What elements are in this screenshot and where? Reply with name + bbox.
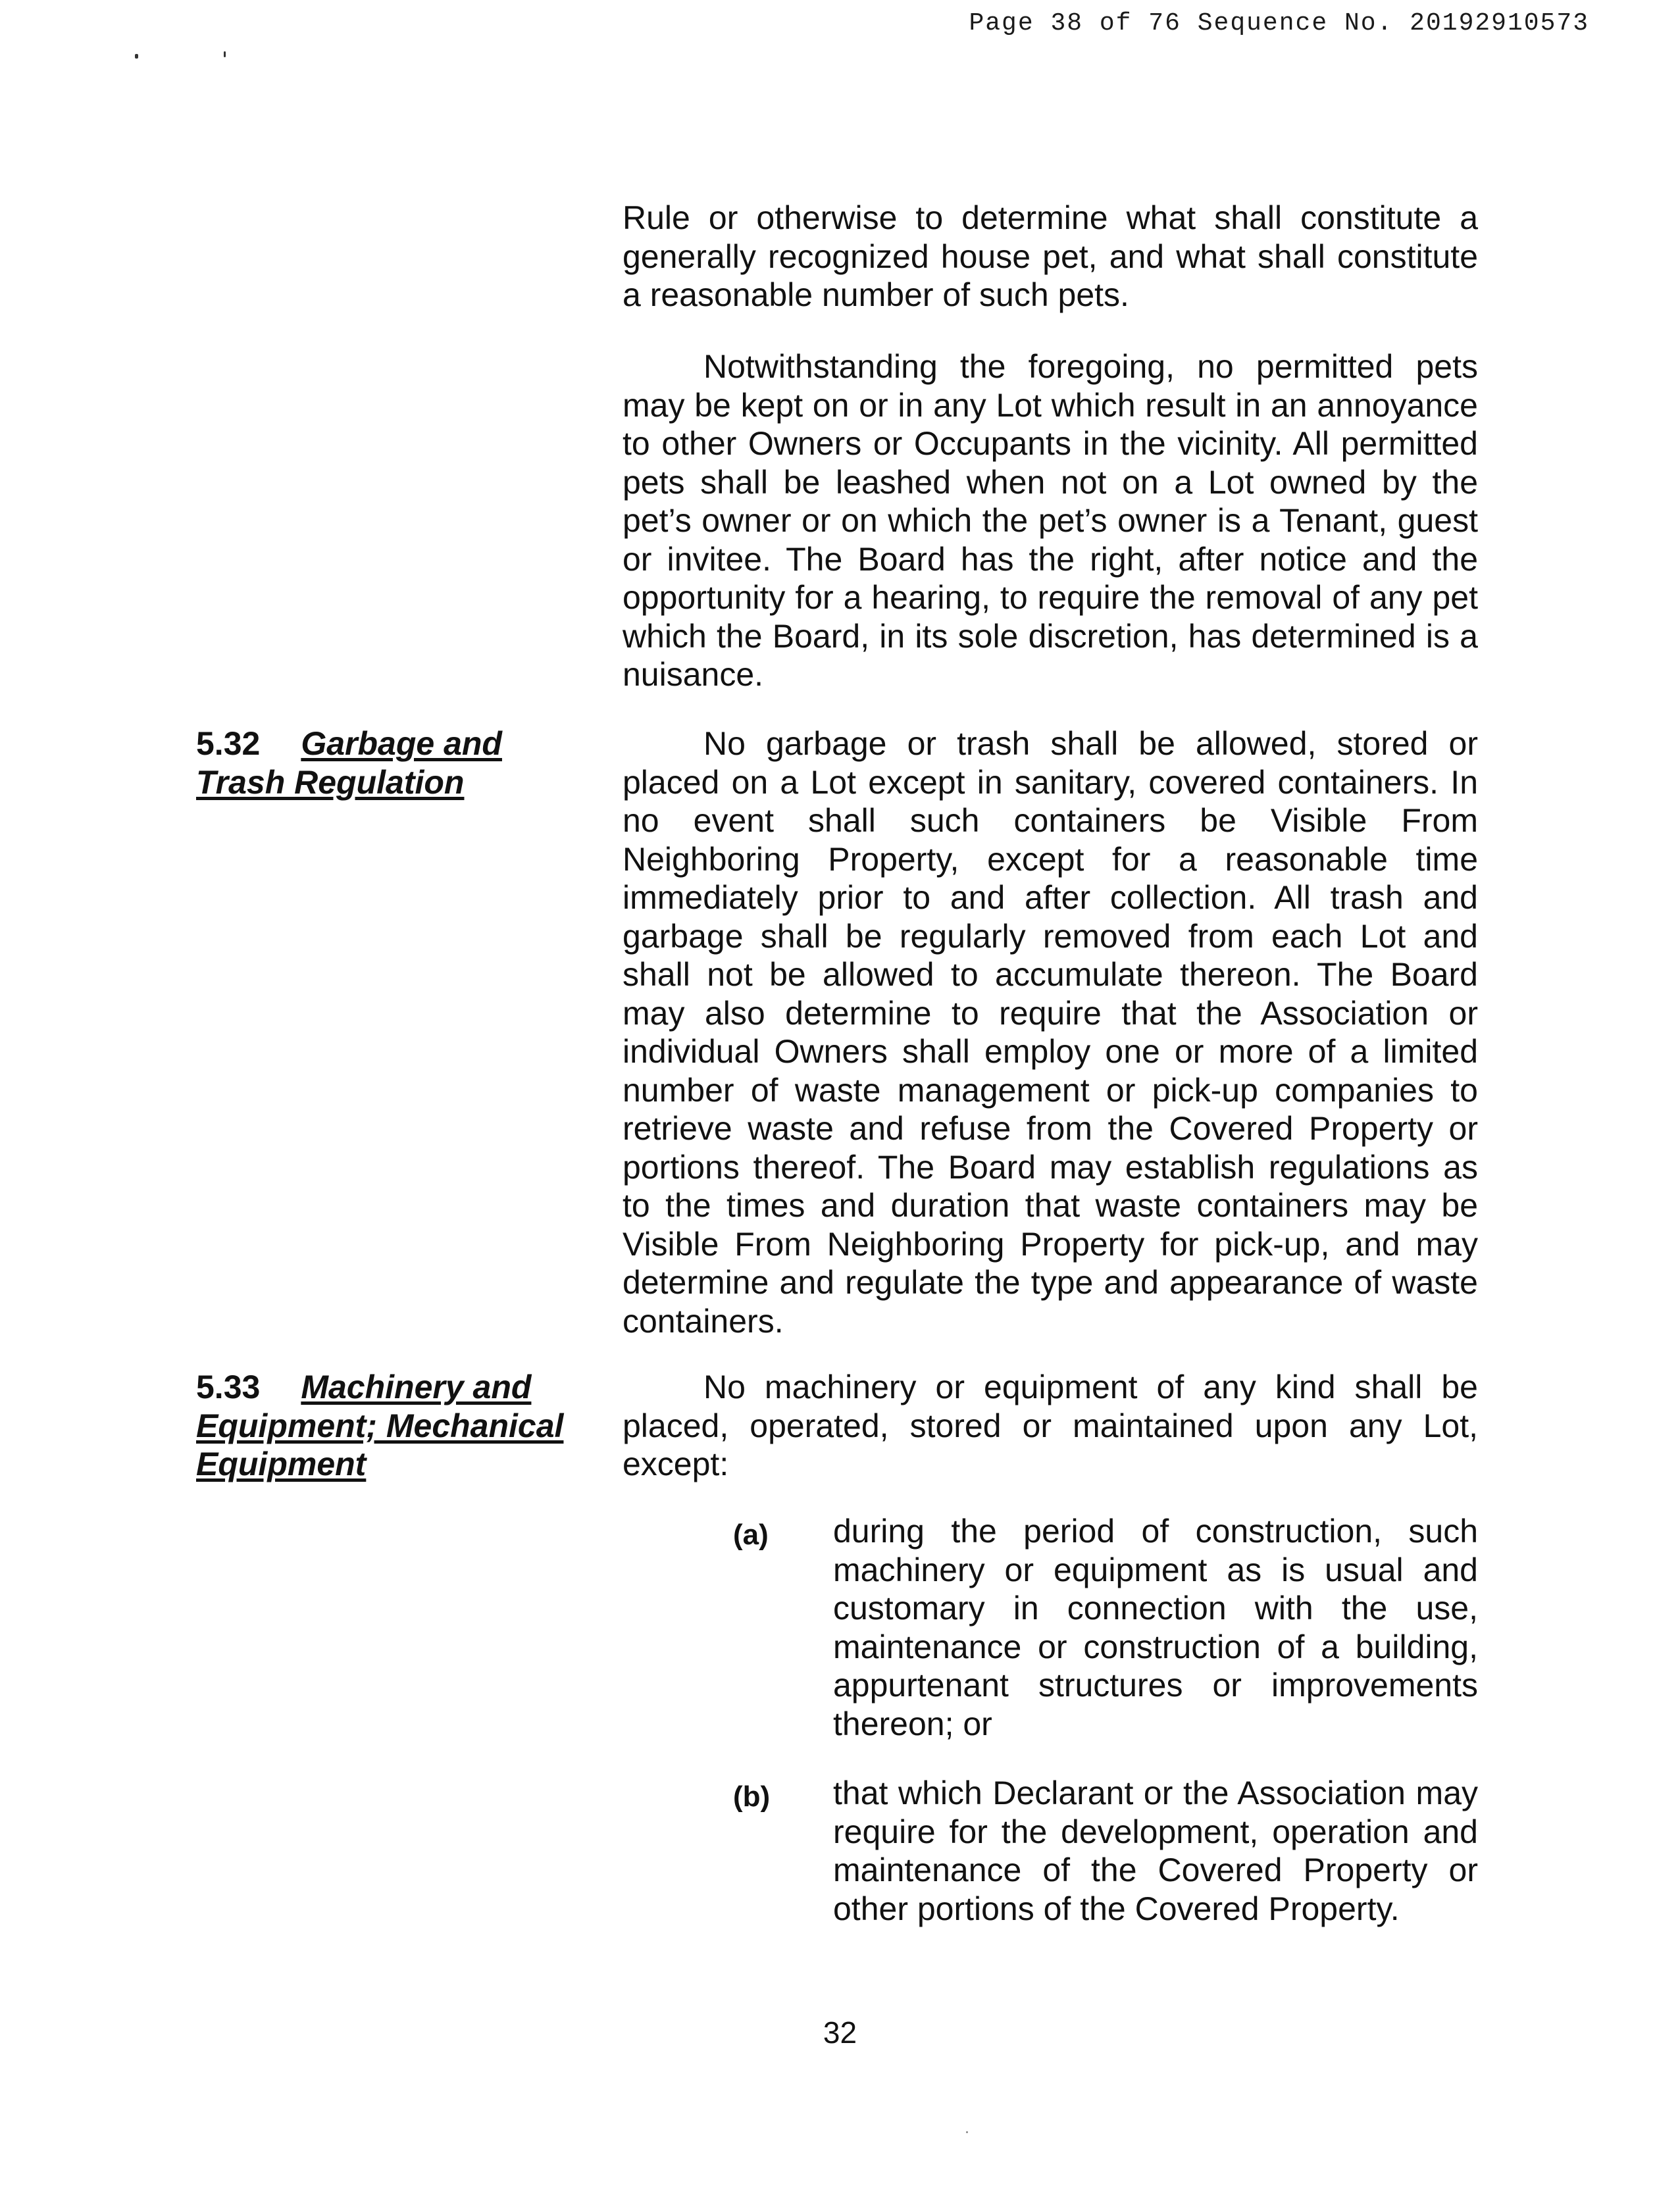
section-5-33-number: 5.33: [196, 1369, 261, 1405]
scan-artifact: [966, 2131, 968, 2133]
section-5-33-title-line2: Equipment; Mechanical: [196, 1407, 564, 1444]
section-5-32-heading: [196, 724, 591, 801]
section-5-32-heading-line2: [196, 763, 591, 802]
section-5-32-heading-line1: [196, 724, 591, 763]
continuation-paragraph: [623, 199, 1478, 315]
section-5-33-heading-line3: [196, 1445, 591, 1484]
section-5-33-heading: [196, 1368, 591, 1484]
section-5-32-title-line1: Garbage and: [301, 725, 502, 762]
list-item-b: [733, 1774, 1478, 1928]
list-item-label: (a): [733, 1519, 769, 1551]
section-5-32-title-line2: Trash Regulation: [196, 763, 465, 801]
section-5-33-heading-line1: [196, 1368, 591, 1407]
section-5-32-number: 5.32: [196, 725, 261, 762]
list-item-text: that which Declarant or the Association may require for the development, operation and maintenance of the Covered Property or other portions of the Covered Property.: [833, 1775, 1478, 1927]
list-item-a: [733, 1512, 1478, 1743]
page-number: 32: [823, 2015, 857, 2050]
section-5-33-heading-line2: [196, 1407, 591, 1446]
continuation-text: Rule or otherwise to determine what shall constitute a generally recognized house pet, and what shall constitute a reasonable number of such pets.: [623, 199, 1478, 313]
section-5-33-text: No machinery or equipment of any kind shall be placed, operated, stored or maintained upon any Lot, except:: [623, 1369, 1478, 1482]
list-item-text: during the period of construction, such machinery or equipment as is usual and customary in connection with the use, maintenance or construction of a building, appurtenant structures or improvements thereon; or: [833, 1513, 1478, 1742]
list-item-label: (b): [733, 1780, 771, 1813]
pets-paragraph: [623, 347, 1478, 694]
page-sequence-stamp: Page 38 of 76 Sequence No. 20192910573: [969, 9, 1589, 38]
scan-artifact: [135, 54, 138, 59]
section-5-33-title-line3: Equipment: [196, 1446, 367, 1482]
section-5-32-body: [623, 724, 1478, 1340]
section-5-33-body: [623, 1368, 1478, 1484]
pets-paragraph-text: Notwithstanding the foregoing, no permitted pets may be kept on or in any Lot which result in an annoyance to other Owners or Occupants in the vicinity. All permitted pets shall be leashed when not on a Lot owned by the pet’s owner or on which the pet’s owner is a Tenant, guest or invitee. The Board has the right, after notice and the opportunity for a hearing, to require the removal of any pet which the Board, in its sole discretion, has determined is a nuisance.: [623, 348, 1478, 693]
section-5-33-title-line1: Machinery and: [301, 1369, 532, 1405]
scan-artifact: [224, 51, 226, 57]
section-5-32-text: No garbage or trash shall be allowed, stored or placed on a Lot except in sanitary, covered containers. In no event shall such containers be Visible From Neighboring Property, except for a reasonable time immediately prior to and after collection. All trash and garbage shall be regularly removed from each Lot and shall not be allowed to accumulate thereon. The Board may also determine to require that the Association or individual Owners shall employ one or more of a limited number of waste management or pick-up companies to retrieve waste and refuse from the Covered Property or portions thereof. The Board may establish regulations as to the times and duration that waste containers may be Visible From Neighboring Property for pick-up, and may determine and regulate the type and appearance of waste containers.: [623, 725, 1478, 1340]
